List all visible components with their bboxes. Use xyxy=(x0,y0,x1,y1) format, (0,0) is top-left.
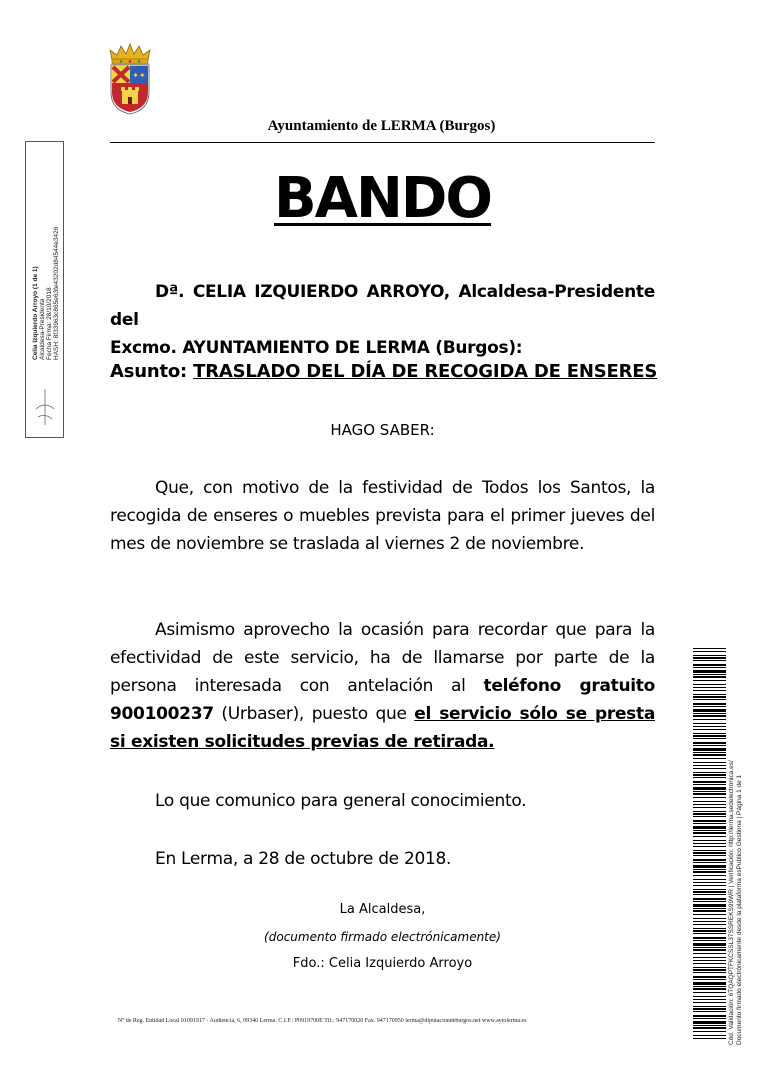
place-and-date: En Lerma, a 28 de octubre de 2018. xyxy=(155,849,452,869)
validation-platform: Documento firmado electrónicamente desde la plataforma esPublico Gestiona | Página 1 de 1 xyxy=(735,774,743,1045)
intro-line-1: Dª. CELIA IZQUIERDO ARROYO, Alcaldesa-Presidente del xyxy=(110,282,655,330)
stamp-hash: HASH: 8f33963c865e63fe43202d84544e3426 xyxy=(53,226,60,360)
document-title: BANDO xyxy=(274,166,491,231)
service-condition-note: el servicio sólo se presta si existen solicitudes previas de retirada. xyxy=(110,704,655,752)
signature-stamp-box xyxy=(25,141,64,438)
validation-code: Cód. Validación: 6TQAQPTFKCSSL37SSREKS99WR | Verificación: http://lerma.sedelectronica.es/ xyxy=(728,760,735,1045)
validation-text xyxy=(728,760,743,1045)
hago-saber-heading: HAGO SABER: xyxy=(330,421,435,439)
subject-line xyxy=(110,361,657,382)
svg-text:✦✦: ✦✦ xyxy=(132,71,146,80)
barcode-icon xyxy=(693,648,726,1040)
electronic-signature-note: (documento firmado electrónicamente) xyxy=(264,930,501,944)
paragraph-2-text-b: (Urbaser), puesto que xyxy=(213,704,415,724)
intro-paragraph xyxy=(110,278,655,362)
stamp-date: Fecha Firma: 28/10/2018 xyxy=(46,287,53,360)
closing-sentence: Lo que comunico para general conocimiento. xyxy=(155,791,527,811)
coat-of-arms-logo xyxy=(107,42,153,116)
paragraph-2 xyxy=(110,616,655,756)
paragraph-1: Que, con motivo de la festividad de Todos los Santos, la recogida de enseres o muebles prevista para el primer jueves del mes de noviembre se traslada al viernes 2 de noviembre. xyxy=(110,478,655,554)
stamp-role: Alcaldesa-Presidenta xyxy=(39,298,46,360)
intro-line-2: Excmo. AYUNTAMIENTO DE LERMA (Burgos): xyxy=(110,338,523,358)
footer-contact-info: Nº de Reg. Entidad Local 01091917 · Audiencia, 6, 09340 Lerma. C.I.F.: P0919700E Tlf.: 947170020 Fax. 947170950 lerma@diputaciondeburgos.net www.aytolerma.es xyxy=(118,1018,527,1024)
header-divider xyxy=(110,142,655,143)
free-phone-number: teléfono gratuito 900100237 xyxy=(110,676,655,724)
signatory-role: La Alcaldesa, xyxy=(339,902,426,917)
handwritten-signature-icon xyxy=(32,387,58,427)
signatory-name: Fdo.: Celia Izquierdo Arroyo xyxy=(292,956,473,971)
paragraph-2-text-a: Asimismo aprovecho la ocasión para recordar que para la efectividad de este servicio, ha de llamarse por parte de la persona interesada con antelación al xyxy=(110,620,655,696)
subject-label: Asunto: xyxy=(110,361,188,382)
signature-stamp-text xyxy=(32,227,60,360)
institution-header: Ayuntamiento de LERMA (Burgos) xyxy=(267,118,496,134)
stamp-signer: Celia Izquierdo Arroyo (1 de 1) xyxy=(32,266,39,360)
subject-text: TRASLADO DEL DÍA DE RECOGIDA DE ENSERES xyxy=(193,361,658,382)
